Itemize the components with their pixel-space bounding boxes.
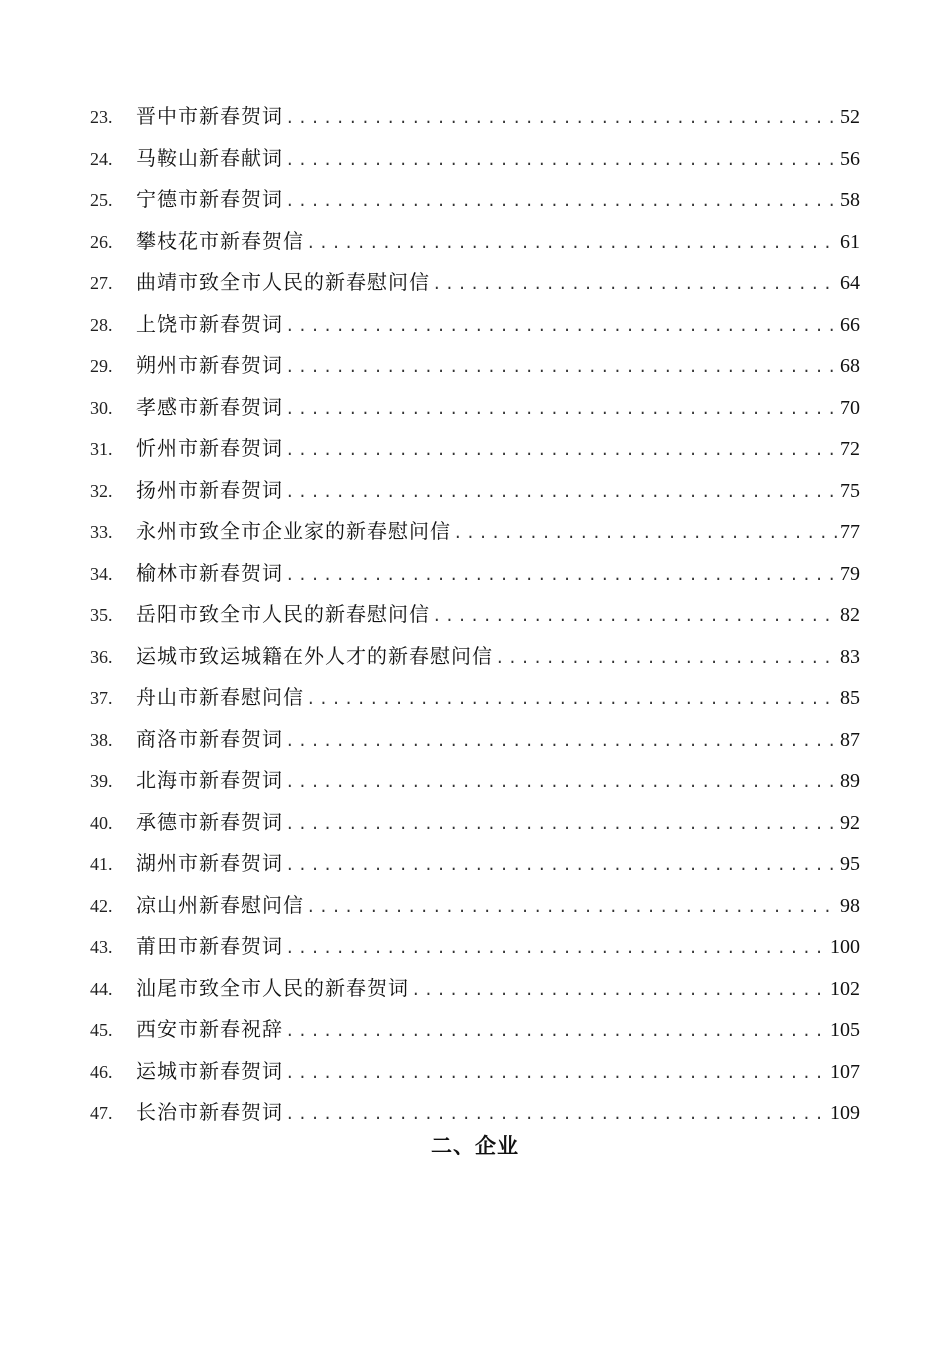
table-of-contents	[90, 96, 860, 1134]
toc-entry-title: 西安市新春祝辞	[136, 1017, 283, 1041]
toc-entry[interactable]	[90, 428, 860, 470]
toc-entry-title: 承德市新春贺词	[136, 809, 283, 834]
toc-entry-title: 晋中市新春贺词	[136, 104, 283, 128]
toc-entry[interactable]	[90, 470, 860, 512]
dot-leader	[306, 224, 838, 263]
toc-entry-title: 扬州市新春贺词	[136, 477, 283, 502]
toc-entry-page-number: 72	[840, 438, 860, 460]
toc-entry-page-number: 87	[840, 728, 860, 751]
toc-entry[interactable]	[90, 885, 860, 927]
toc-entry-title: 汕尾市致全市人民的新春贺词	[136, 975, 409, 1000]
toc-entry-page-number: 79	[840, 562, 860, 585]
dot-leader	[285, 307, 838, 346]
toc-entry-title: 忻州市新春贺词	[136, 436, 283, 460]
toc-entry[interactable]	[90, 304, 860, 346]
toc-entry-number: 27.	[90, 273, 113, 293]
toc-entry[interactable]	[90, 802, 860, 844]
toc-entry-number: 32.	[90, 480, 113, 501]
dot-leader	[411, 971, 828, 1010]
toc-entry[interactable]	[90, 843, 860, 885]
dot-leader	[285, 805, 838, 844]
toc-entry-page-number: 102	[830, 977, 860, 1000]
toc-entry-page-number: 83	[840, 645, 860, 668]
toc-entry-number: 34.	[90, 563, 113, 584]
toc-entry[interactable]	[90, 1009, 860, 1051]
dot-leader	[285, 846, 838, 885]
dot-leader	[285, 182, 838, 221]
toc-entry-number: 36.	[90, 646, 113, 667]
dot-leader	[285, 1054, 828, 1093]
toc-entry-page-number: 77	[840, 521, 860, 543]
toc-entry-page-number: 75	[840, 479, 860, 502]
toc-entry[interactable]	[90, 387, 860, 429]
dot-leader	[285, 763, 838, 802]
toc-entry-number: 39.	[90, 771, 113, 791]
toc-entry-number: 40.	[90, 812, 113, 833]
toc-entry[interactable]	[90, 968, 860, 1010]
toc-entry-number: 45.	[90, 1020, 113, 1040]
toc-entry-title: 运城市致运城籍在外人才的新春慰问信	[136, 643, 493, 668]
toc-entry-page-number: 107	[830, 1060, 860, 1083]
toc-entry-page-number: 98	[840, 894, 860, 917]
toc-entry-page-number: 68	[840, 355, 860, 377]
toc-entry[interactable]	[90, 221, 860, 263]
toc-entry-page-number: 95	[840, 853, 860, 875]
dot-leader	[285, 141, 838, 180]
toc-entry-page-number: 52	[840, 106, 860, 128]
toc-entry-page-number: 58	[840, 189, 860, 211]
toc-entry[interactable]	[90, 1051, 860, 1093]
toc-entry-title: 舟山市新春慰问信	[136, 685, 304, 709]
toc-entry-title: 攀枝花市新春贺信	[136, 228, 304, 253]
dot-leader	[306, 680, 838, 719]
toc-entry-page-number: 89	[840, 770, 860, 792]
toc-entry-page-number: 56	[840, 147, 860, 170]
toc-entry-number: 47.	[90, 1103, 113, 1123]
dot-leader	[285, 473, 838, 512]
toc-entry-number: 41.	[90, 854, 113, 874]
toc-entry-number: 33.	[90, 522, 113, 542]
toc-entry-title: 岳阳市致全市人民的新春慰问信	[136, 602, 430, 626]
dot-leader	[432, 265, 838, 304]
toc-entry-number: 25.	[90, 190, 113, 210]
toc-entry-title: 永州市致全市企业家的新春慰问信	[136, 519, 451, 543]
dot-leader	[453, 514, 838, 553]
dot-leader	[285, 348, 838, 387]
dot-leader	[285, 722, 838, 761]
dot-leader	[285, 99, 838, 138]
toc-entry-page-number: 61	[840, 230, 860, 253]
toc-entry[interactable]	[90, 553, 860, 595]
toc-entry[interactable]	[90, 138, 860, 180]
toc-entry-page-number: 66	[840, 313, 860, 336]
toc-entry-page-number: 85	[840, 687, 860, 709]
toc-entry-number: 38.	[90, 729, 113, 750]
toc-entry[interactable]	[90, 262, 860, 304]
section-heading: 二、企业	[431, 1134, 519, 1158]
toc-entry-number: 30.	[90, 397, 113, 418]
toc-entry-title: 商洛市新春贺词	[136, 726, 283, 751]
toc-entry-page-number: 64	[840, 272, 860, 294]
dot-leader	[495, 639, 838, 678]
toc-entry-title: 宁德市新春贺词	[136, 187, 283, 211]
toc-entry[interactable]	[90, 96, 860, 138]
toc-entry-page-number: 70	[840, 396, 860, 419]
toc-entry[interactable]	[90, 926, 860, 968]
toc-entry-number: 43.	[90, 937, 113, 957]
dot-leader	[285, 1095, 828, 1134]
toc-entry-title: 运城市新春贺词	[136, 1058, 283, 1083]
dot-leader	[285, 431, 838, 470]
toc-entry-title: 曲靖市致全市人民的新春慰问信	[136, 270, 430, 294]
toc-entry-number: 37.	[90, 688, 113, 708]
toc-entry-title: 凉山州新春慰问信	[136, 892, 304, 917]
toc-entry[interactable]	[90, 677, 860, 719]
toc-entry[interactable]	[90, 1092, 860, 1134]
toc-entry-title: 朔州市新春贺词	[136, 353, 283, 377]
toc-entry-number: 46.	[90, 1061, 113, 1082]
toc-entry-number: 29.	[90, 356, 113, 376]
toc-entry[interactable]	[90, 636, 860, 678]
dot-leader	[306, 888, 838, 927]
toc-entry-number: 42.	[90, 895, 113, 916]
dot-leader	[285, 929, 828, 968]
toc-entry-number: 44.	[90, 978, 113, 999]
dot-leader	[285, 1012, 828, 1051]
toc-entry-number: 24.	[90, 148, 113, 169]
dot-leader	[432, 597, 838, 636]
toc-entry[interactable]	[90, 594, 860, 636]
toc-entry[interactable]	[90, 719, 860, 761]
toc-entry-page-number: 105	[830, 1019, 860, 1041]
toc-entry-title: 榆林市新春贺词	[136, 560, 283, 585]
toc-entry-title: 莆田市新春贺词	[136, 934, 283, 958]
toc-entry-number: 35.	[90, 605, 113, 625]
toc-entry-number: 26.	[90, 231, 113, 252]
toc-entry-number: 23.	[90, 107, 113, 127]
toc-entry-title: 上饶市新春贺词	[136, 311, 283, 336]
toc-entry-page-number: 92	[840, 811, 860, 834]
toc-entry[interactable]	[90, 345, 860, 387]
toc-entry-title: 北海市新春贺词	[136, 768, 283, 792]
toc-entry-title: 马鞍山新春献词	[136, 145, 283, 170]
toc-entry-title: 湖州市新春贺词	[136, 851, 283, 875]
toc-entry[interactable]	[90, 511, 860, 553]
dot-leader	[285, 556, 838, 595]
toc-entry-number: 28.	[90, 314, 113, 335]
toc-entry-title: 长治市新春贺词	[136, 1100, 283, 1124]
toc-entry-page-number: 109	[830, 1102, 860, 1124]
toc-entry[interactable]	[90, 179, 860, 221]
toc-entry-page-number: 100	[830, 936, 860, 958]
toc-entry-title: 孝感市新春贺词	[136, 394, 283, 419]
toc-entry-page-number: 82	[840, 604, 860, 626]
toc-entry[interactable]	[90, 760, 860, 802]
toc-entry-number: 31.	[90, 439, 113, 459]
dot-leader	[285, 390, 838, 429]
